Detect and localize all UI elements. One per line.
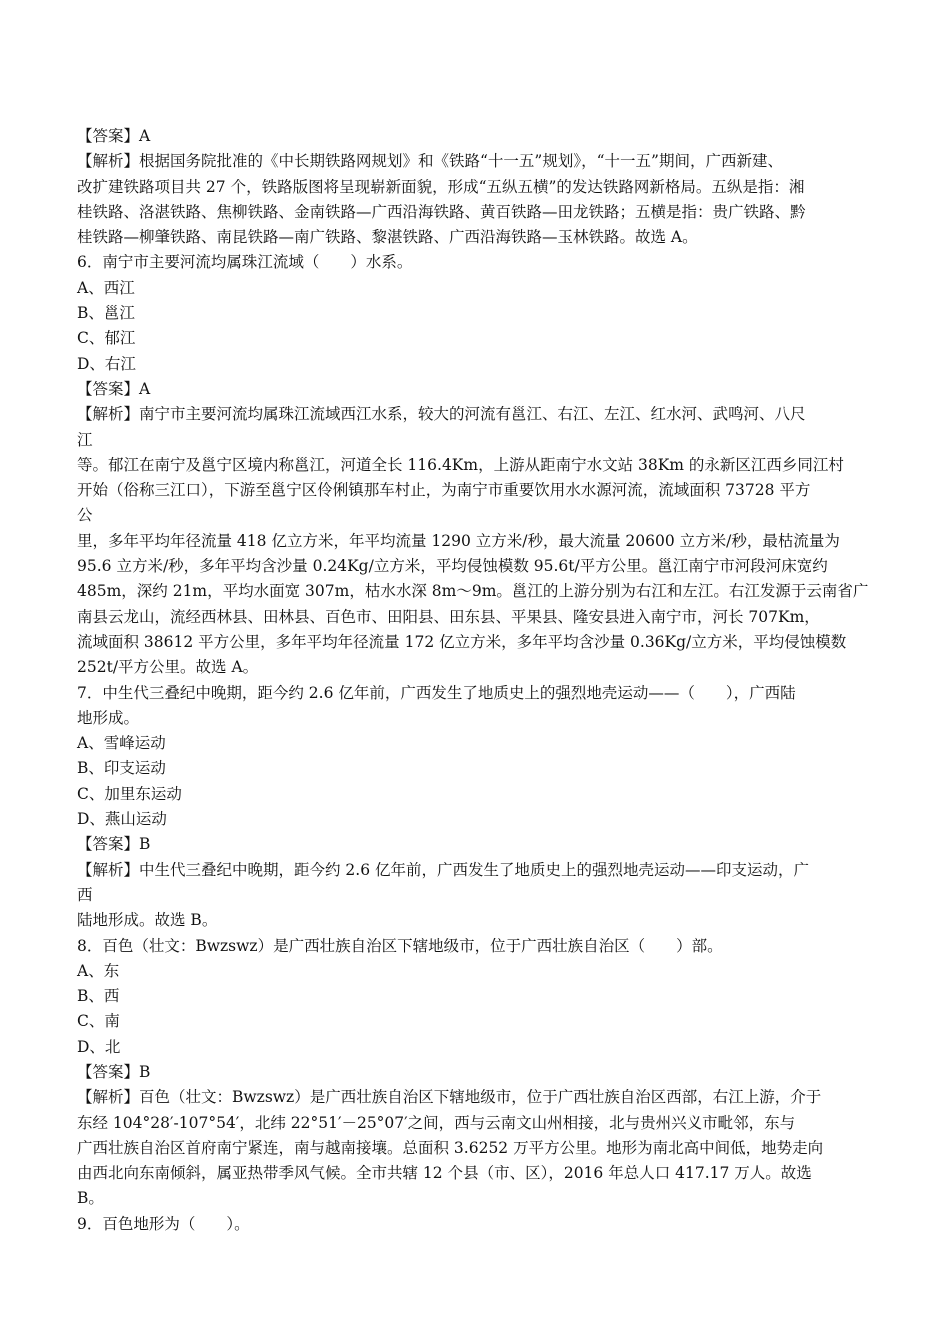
question-8-option-c: C、南 [77,1012,120,1031]
analysis-6-line: 南县云龙山，流经西林县、田林县、百色市、田阳县、田东县、平果县、隆安县进入南宁市，河长 707Km， [77,607,820,626]
answer-6: 【答案】A [77,379,151,398]
analysis-8-line: B。 [77,1189,104,1208]
analysis-5-line: 【解析】根据国务院批准的《中长期铁路网规划》和《铁路“十一五”规划》，“十一五”期间，广西新建、 [77,152,783,171]
answer-5: 【答案】A [77,127,151,145]
analysis-6-line: 里，多年平均年径流量 418 亿立方米，年平均流量 1290 立方米/秒，最大流量 20600 立方米/秒，最枯流量为 [77,531,840,550]
answer-8: 【答案】B [77,1062,151,1081]
question-8: 8．百色（壮文：Bwzswz）是广西壮族自治区下辖地级市，位于广西壮族自治区（ ）部。 [77,936,723,955]
question-6: 6．南宁市主要河流均属珠江流域（ ）水系。 [77,253,413,272]
document-body [77,124,877,1237]
analysis-8-line: 【解析】百色（壮文：Bwzswz）是广西壮族自治区下辖地级市，位于广西壮族自治区西部，右江上游，介于 [77,1088,822,1107]
question-6-option-b: B、邕江 [77,304,135,323]
answer-7: 【答案】B [77,835,151,854]
question-8-option-b: B、西 [77,987,120,1006]
question-7-option-b: B、印支运动 [77,759,166,778]
analysis-6-line: 等。郁江在南宁及邕宁区境内称邕江，河道全长 116.4Km，上游从距南宁水文站 38Km 的永新区江西乡同江村 [77,455,844,474]
analysis-8-line: 东经 104°28′-107°54′，北纬 22°51′－25°07′之间，西与云南文山州相接，北与贵州兴义市毗邻，东与 [77,1113,796,1132]
question-7-option-c: C、加里东运动 [77,784,182,803]
analysis-6-line: 485m，深约 21m，平均水面宽 307m，枯水水深 8m～9m。邕江的上游分别为右江和左江。右江发源于云南省广 [77,582,869,601]
analysis-6-line: 公 [77,506,93,525]
analysis-7-line: 陆地形成。故选 B。 [77,911,218,930]
question-6-option-d: D、右江 [77,354,136,373]
analysis-6-line: 【解析】南宁市主要河流均属珠江流域西江水系，较大的河流有邕江、右江、左江、红水河、武鸣河、八尺 [77,405,806,424]
question-6-option-a: A、西江 [77,278,135,297]
analysis-8-line: 广西壮族自治区首府南宁紧连，南与越南接壤。总面积 3.6252 万平方公里。地形为南北高中间低，地势走向 [77,1138,824,1157]
analysis-8-line: 由西北向东南倾斜，属亚热带季风气候。全市共辖 12 个县（市、区），2016 年总人口 417.17 万人。故选 [77,1164,812,1183]
question-7-option-a: A、雪峰运动 [77,734,166,753]
analysis-6-line: 流域面积 38612 平方公里，多年平均年径流量 172 亿立方米，多年平均含沙量 0.36Kg/立方米，平均侵蚀模数 [77,632,847,651]
analysis-6-line: 95.6 立方米/秒，多年平均含沙量 0.24Kg/立方米，平均侵蚀模数 95.6t/平方公里。邕江南宁市河段河床宽约 [77,557,828,576]
analysis-5-line: 桂铁路—柳肇铁路、南昆铁路—南广铁路、黎湛铁路、广西沿海铁路—玉林铁路。故选 A。 [77,228,698,247]
analysis-6-line: 开始（俗称三江口），下游至邕宁区伶俐镇那车村止，为南宁市重要饮用水水源河流，流域面积 73728 平方 [77,481,811,500]
question-8-option-a: A、东 [77,961,120,980]
question-7: 7．中生代三叠纪中晚期，距今约 2.6 亿年前，广西发生了地质史上的强烈地壳运动——（ ），广西陆 [77,683,796,702]
analysis-6-line: 252t/平方公里。故选 A。 [77,658,259,677]
question-8-option-d: D、北 [77,1037,121,1056]
analysis-5-line: 桂铁路、洛湛铁路、焦柳铁路、金南铁路—广西沿海铁路、黄百铁路—田龙铁路；五横是指：贵广铁路、黔 [77,202,806,221]
question-6-option-c: C、郁江 [77,329,136,348]
analysis-5-line: 改扩建铁路项目共 27 个，铁路版图将呈现崭新面貌，形成“五纵五横”的发达铁路网新格局。五纵是指：湘 [77,177,805,196]
analysis-7-line: 【解析】中生代三叠纪中晚期，距今约 2.6 亿年前，广西发生了地质史上的强烈地壳运动——印支运动，广 [77,860,810,879]
question-7: 地形成。 [77,708,140,727]
question-9: 9．百色地形为（ ）。 [77,1214,250,1233]
analysis-6-line: 江 [77,430,93,449]
analysis-7-line: 西 [77,885,93,904]
question-7-option-d: D、燕山运动 [77,810,167,829]
